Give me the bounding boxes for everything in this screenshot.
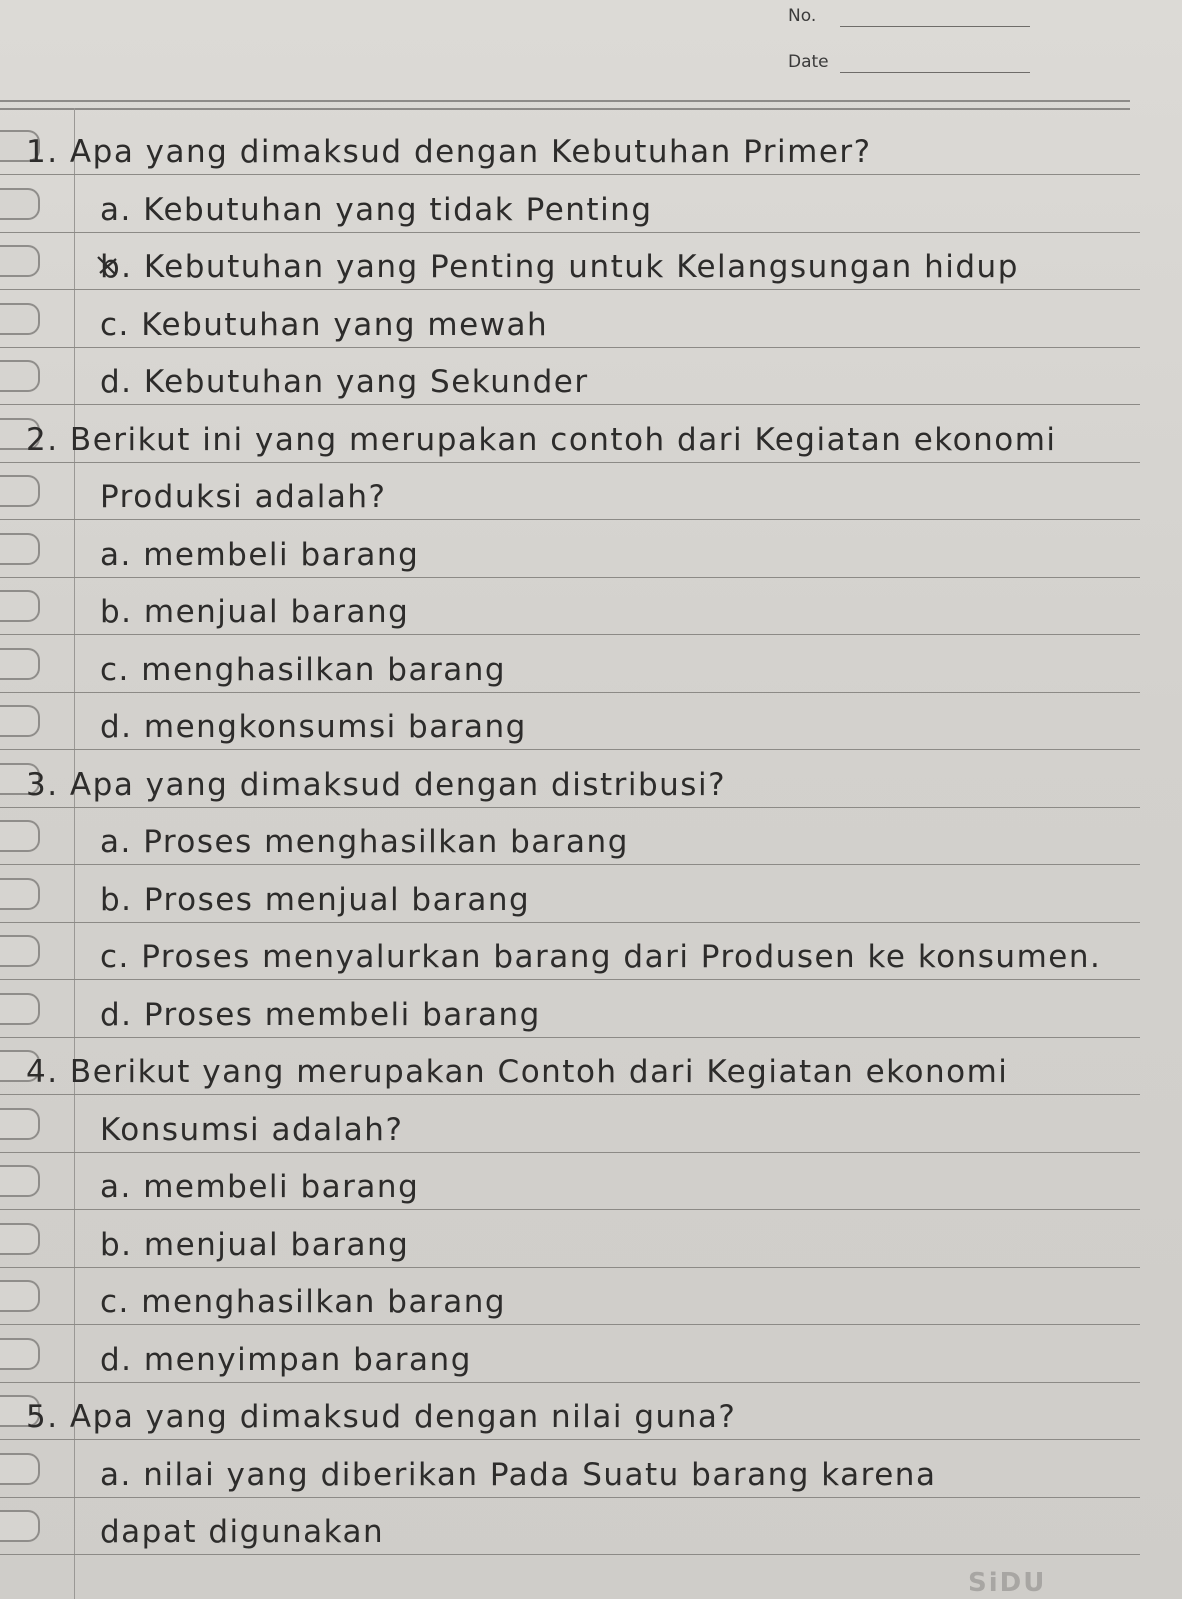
answer-option	[0, 636, 1140, 694]
question-text: 2. Berikut ini yang merupakan contoh dari Kegiatan ekonomi	[26, 421, 1057, 458]
question-line	[0, 1498, 1140, 1556]
binder-hole	[0, 475, 40, 507]
binder-hole	[0, 1165, 40, 1197]
answer-option	[0, 1211, 1140, 1269]
answer-option	[0, 693, 1140, 751]
option-text: a. Proses menghasilkan barang	[100, 824, 629, 860]
question-text: dapat digunakan	[100, 1514, 385, 1550]
question-line	[0, 463, 1140, 521]
option-text: c. menghasilkan barang	[100, 651, 507, 688]
binder-hole	[0, 993, 40, 1025]
answer-option	[0, 578, 1140, 636]
binder-hole	[0, 245, 40, 277]
answer-option	[0, 808, 1140, 866]
binder-hole	[0, 188, 40, 220]
question-line	[0, 1383, 1140, 1441]
binder-hole	[0, 303, 40, 335]
option-text: a. Kebutuhan yang tidak Penting	[100, 191, 653, 228]
answer-option	[0, 291, 1140, 349]
answer-option	[0, 521, 1140, 579]
answer-option	[0, 233, 1140, 291]
option-text: d. Kebutuhan yang Sekunder	[100, 364, 589, 400]
answer-option	[0, 348, 1140, 406]
binder-hole	[0, 360, 40, 392]
option-text: b. menjual barang	[100, 1226, 410, 1263]
date-label: Date	[788, 52, 829, 72]
answer-option	[0, 1268, 1140, 1326]
question-text: 1. Apa yang dimaksud dengan Kebutuhan Primer?	[26, 134, 872, 170]
option-text: d. Proses membeli barang	[100, 996, 541, 1033]
option-text: b. Proses menjual barang	[100, 881, 531, 918]
binder-hole	[0, 590, 40, 622]
option-text: a. nilai yang diberikan Pada Suatu barang karena	[100, 1456, 937, 1493]
option-text: d. mengkonsumsi barang	[100, 709, 527, 745]
option-text: c. Kebutuhan yang mewah	[100, 306, 549, 343]
brand-logo: SiDU	[968, 1568, 1047, 1598]
date-underline	[840, 72, 1030, 73]
number-label: No.	[788, 6, 817, 26]
answer-option	[0, 1326, 1140, 1384]
binder-hole	[0, 1280, 40, 1312]
binder-hole	[0, 648, 40, 680]
binder-hole	[0, 1338, 40, 1370]
question-text: 4. Berikut yang merupakan Contoh dari Kegiatan ekonomi	[26, 1054, 1009, 1090]
option-text: b. Kebutuhan yang Penting untuk Kelangsungan hidup	[100, 249, 1019, 285]
ruled-line	[0, 1554, 1140, 1555]
number-underline	[840, 26, 1030, 27]
question-text: 3. Apa yang dimaksud dengan distribusi?	[26, 766, 727, 803]
answer-option	[0, 923, 1140, 981]
option-text: c. Proses menyalurkan barang dari Produsen ke konsumen.	[100, 939, 1102, 975]
question-line	[0, 1096, 1140, 1154]
header-rule	[0, 100, 1130, 102]
number-field	[788, 6, 816, 26]
option-text: a. membeli barang	[100, 536, 420, 573]
option-text: b. menjual barang	[100, 594, 410, 630]
date-field	[788, 52, 829, 72]
question-line	[0, 1038, 1140, 1096]
binder-hole	[0, 878, 40, 910]
question-text: Konsumsi adalah?	[100, 1111, 404, 1148]
option-text: a. membeli barang	[100, 1169, 420, 1205]
binder-hole	[0, 1510, 40, 1542]
option-text: c. menghasilkan barang	[100, 1284, 507, 1320]
binder-hole	[0, 1108, 40, 1140]
binder-hole	[0, 1223, 40, 1255]
binder-hole	[0, 1453, 40, 1485]
binder-hole	[0, 820, 40, 852]
answer-option	[0, 981, 1140, 1039]
question-text: 5. Apa yang dimaksud dengan nilai guna?	[26, 1399, 737, 1435]
option-text: d. menyimpan barang	[100, 1341, 472, 1378]
question-line	[0, 118, 1140, 176]
binder-hole	[0, 533, 40, 565]
cross-mark-icon	[96, 255, 118, 277]
answer-option	[0, 1441, 1140, 1499]
question-text: Produksi adalah?	[100, 479, 387, 515]
answer-option	[0, 176, 1140, 234]
answer-option	[0, 1153, 1140, 1211]
answer-option	[0, 866, 1140, 924]
question-line	[0, 406, 1140, 464]
header-rule	[0, 108, 1130, 110]
binder-hole	[0, 935, 40, 967]
question-line	[0, 751, 1140, 809]
binder-hole	[0, 705, 40, 737]
